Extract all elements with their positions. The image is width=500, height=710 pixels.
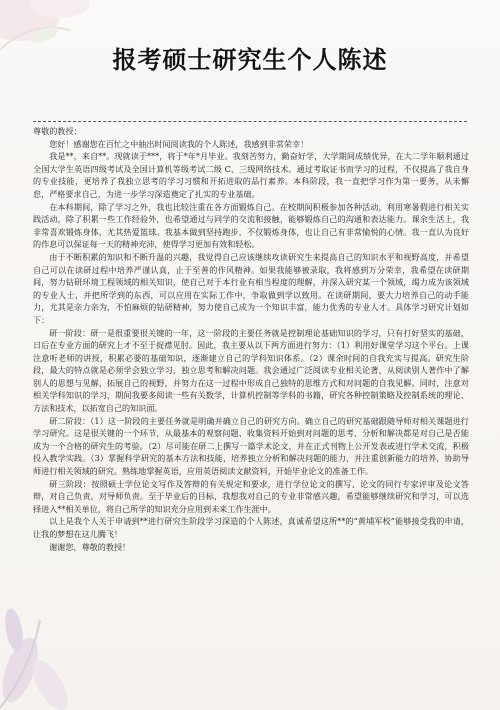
statement-body: [33, 125, 469, 553]
dashed-divider: [33, 121, 467, 122]
paragraph-greeting: 您好！感谢您在百忙之中抽出时间阅读我的个人陈述，我感到非常荣幸！: [49, 138, 309, 149]
paragraph-closing: 谢谢您，尊敬的教授！: [49, 541, 131, 552]
paragraph-motivation: 由于不断积累的知识和不断升温的兴趣，我觉得自己应该继续攻读研究生来提高自己的知识水平和视野高度，并希望自己可以在读研过程中培养严谨认真，止于至善的作风精神。如果我能够被录取，我将感到万分荣幸，我希望在读研期间，努力钻研环境工程领域的相关知识，使自己对于本行业有相当程度的理解，并深入研究某一个领域，竭力成为该领域的专业人士，并把所学到的东西，可以应用在实际工作中，争取做到学以致用。在读研期间，要大力培养自己的动手能力，尤其是亲力亲为，不怕麻烦的钻研精神，努力使自己成为一个知识丰富，能力优秀的专业人才。具体学习研究计划如下：: [33, 251, 469, 325]
paragraph-year-two: 研二阶段：（1）这一阶段的主要任务就是明确并确立自己的研究方向。确立自己的研究基础跟随导师对相关课题进行学习研究。这是很关键的一个环节，从最基本的观察问题、收集资料开始到对问题的思考、分析和解决都是对自己是否能成为一个合格的研究生的考验。（2）尽可能在研二上撰写一篇学术论文，并在正式刊物上公开发表或进行学术交流，积极投入教学实践。（3）掌握科学研究的基本方法和技能，培养独立分析和解决问题的能力，并注重创新能力的培养，协助导师进行相关领域的研究。熟练地掌握英语，应用英语阅读文献资料，开始毕业论文的准备工作。: [33, 415, 469, 477]
paragraph-activities: 在本科期间，除了学习之外，我也比较注重在各方面锻炼自己。在校期间积极参加各种活动，利用寒暑假进行相关实践活动，除了积累一些工作经验外，也希望通过与同学的交流和接触，能够锻炼自己的沟通和表达能力。课余生活上，我非常喜欢锻炼身体，尤其热爱篮球。我基本做到坚持跑步，不仅锻炼身体，也让自己有非常愉悦的心情。我一直认为良好的作息可以保证每一天的精神充沛，使得学习更加有效和轻松。: [33, 201, 469, 250]
paragraph-year-one: 研一阶段：研一是很重要很关键的一年，这一阶段的主要任务就是控制理论基础知识的学习，只有打好坚实的基础，日后在专业方面的研究上才不至于捉襟见肘。因此，我主要从以下两方面进行努力：（1）利用好课堂学习这个平台。上课注意听老师的讲授，积累必要的基础知识，逐渐建立自己的学科知识体系。（2）课余时间的自我充实与提高。研究生阶段，最大的特点就是必须学会独立学习，独立思考和解决问题。我会通过广泛阅读专业相关论著，从阅读别人著作中了解别人的思想与见解，拓展自己的视野，并努力在这一过程中形成自己独特的思维方式和对问题的自我见解。同时，注意对相关学科知识的学习，期间我要多阅读一些有关数学，计算机控制等学科的书籍，研究各种控制策略及控制系统的理论、方法和技术，以拓宽自己的知识面。: [33, 327, 469, 414]
paragraph-year-three: 研三阶段：按照硕士学位论文写作及答辩的有关规定和要求，进行学位论文的撰写、论文的同行专家评审及论文答辩，对自己负责，对导师负责。至于毕业后的目标，我想我对自己的专业非常感兴趣，希望能够继续研究和学习，可以选择进入**相关单位，将自己所学的知识充分应用到未来工作生涯中。: [33, 478, 469, 514]
page-title: 报考硕士研究生个人陈述: [112, 46, 388, 74]
salutation: 尊敬的教授：: [33, 126, 82, 136]
paragraph-background: 我是**，来自**。现就读于***，将于*年*月毕业。我刻苦努力，勤奋好学，大学期间成绩优异，在大二学年顺利通过全国大学生英语四级考试及全国计算机等级考试二级 C、三级网络技术。通过考取证书而学习的过程，不仅提高了我自身的专业技能，更培养了我独立思考的学习习惯和开拓进取的品行素养。本科阶段，我一直把学习作为第一要务，从未懈怠，严格要求自己，为进一步学习深造奠定了扎实的专业基础。: [33, 151, 469, 199]
paragraph-conclusion: 以上是我个人关于申请到**进行研究生阶段学习深造的个人陈述，真诚希望这所**的“黄埔军校”能够接受我的申请，让我的梦想在这儿腾飞！: [33, 516, 469, 539]
watercolor-leaf-decoration: [0, 590, 130, 710]
